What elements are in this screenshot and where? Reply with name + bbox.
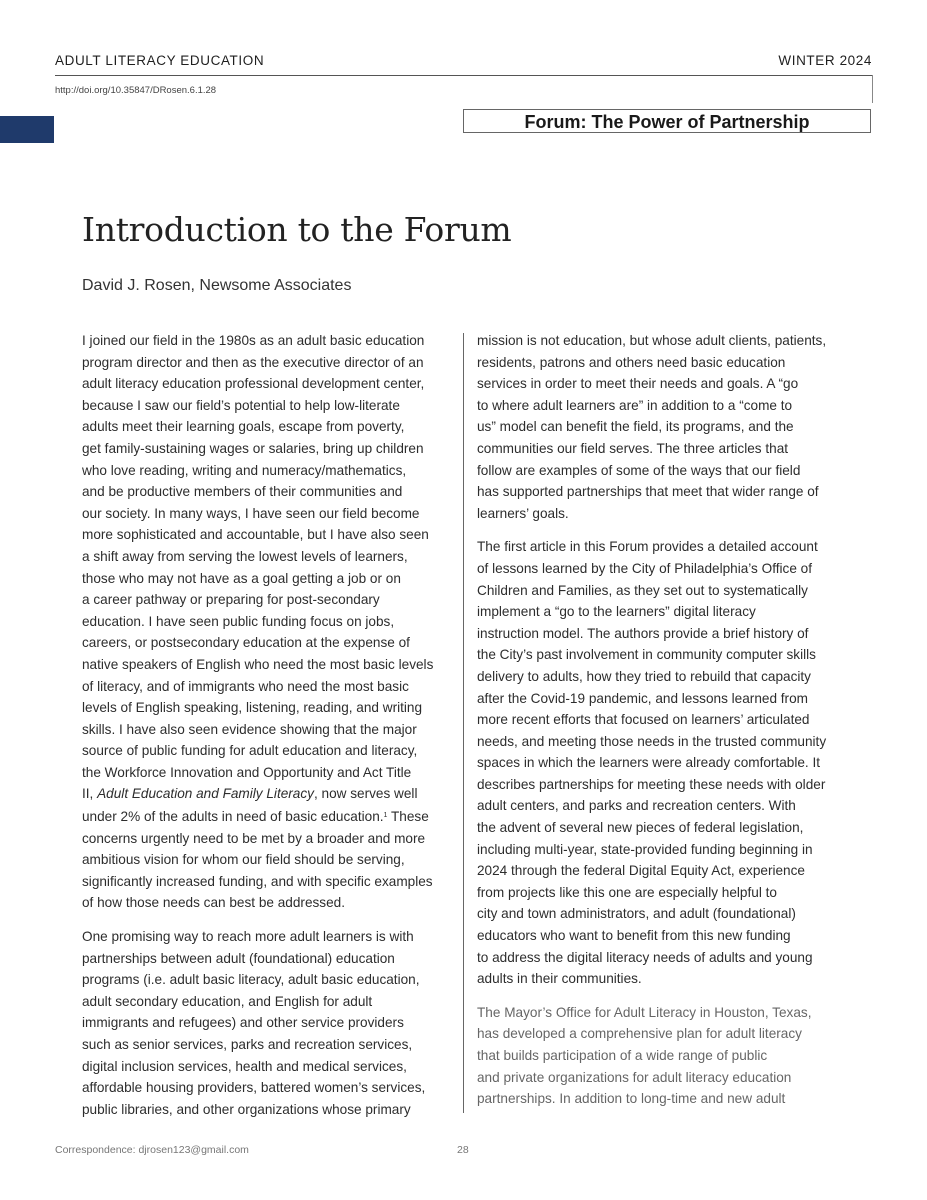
paragraph-line: implement a “go to the learners” digital literacy — [477, 604, 756, 620]
paragraph-line: needs, and meeting those needs in the trusted community — [477, 733, 827, 749]
paragraph-line: affordable housing providers, battered women’s services, — [82, 1080, 426, 1096]
paragraph-line: that builds participation of a wide range of public — [477, 1048, 768, 1063]
paragraph-line: digital inclusion services, health and medical services, — [82, 1058, 407, 1074]
article-title: Introduction to the Forum — [82, 210, 512, 249]
paragraph-line — [82, 783, 446, 805]
issue-label: WINTER 2024 — [778, 53, 872, 68]
paragraph-line: 2024 through the federal Digital Equity Act, experience — [477, 863, 805, 879]
paragraph-line: after the Covid-19 pandemic, and lessons learned from — [477, 690, 808, 706]
paragraph-line: residents, patrons and others need basic education — [477, 354, 786, 370]
paragraph-line: to address the digital literacy needs of adults and young — [477, 949, 813, 965]
paragraph-line: immigrants and refugees) and other service providers — [82, 1015, 404, 1031]
paragraph-line: learners’ goals. — [477, 505, 569, 521]
paragraph-line: a career pathway or preparing for post-secondary — [82, 592, 380, 608]
paragraph-line: services in order to meet their needs and goals. A “go — [477, 376, 799, 392]
paragraph-lines — [477, 330, 847, 524]
left-paragraph-2 — [82, 926, 446, 1120]
doi-link[interactable]: http://doi.org/10.35847/DRosen.6.1.28 — [55, 85, 217, 96]
paragraph-line: education. I have seen public funding focus on jobs, — [82, 613, 395, 629]
text-run: II, — [82, 786, 98, 802]
paragraph-line: partnerships between adult (foundational) education — [82, 950, 395, 966]
left-column — [82, 330, 446, 1132]
right-paragraph-3 — [477, 1002, 847, 1110]
accent-bar — [0, 116, 54, 143]
paragraph-line: concerns urgently need to be met by a broader and more — [82, 830, 426, 846]
paragraph-line: because I saw our field’s potential to help low-literate — [82, 397, 400, 413]
paragraph-line: The Mayor’s Office for Adult Literacy in Houston, Texas, — [477, 1004, 812, 1020]
paragraph-line: The first article in this Forum provides a detailed account — [477, 539, 818, 555]
paragraph-line: more recent efforts that focused on learners’ articulated — [477, 712, 810, 728]
paragraph-line: adult literacy education professional development center, — [82, 376, 425, 392]
paragraph-line: skills. I have also seen evidence showing that the major — [82, 721, 417, 737]
paragraph-line: and be productive members of their communities and — [82, 484, 403, 500]
paragraph-line: programs (i.e. adult basic literacy, adult basic education, — [82, 972, 420, 988]
paragraph-line: partnerships. In addition to long-time and new adult — [477, 1091, 786, 1107]
paragraph-line: adult secondary education, and English for adult — [82, 993, 373, 1009]
journal-name: ADULT LITERACY EDUCATION — [55, 53, 265, 68]
paragraph-line — [82, 805, 446, 828]
paragraph-line: and private organizations for adult literacy education — [477, 1069, 792, 1085]
paragraph-line: from projects like this one are especially helpful to — [477, 884, 777, 900]
paragraph-line: more sophisticated and accountable, but I have also seen — [82, 527, 429, 543]
paragraph-line: levels of English speaking, listening, reading, and writing — [82, 700, 423, 716]
paragraph-lines — [477, 1002, 847, 1110]
paragraph-line: spaces in which the learners were already comfortable. It — [477, 755, 821, 771]
left-paragraph-1 — [82, 330, 446, 914]
text-run: , now serves well — [313, 786, 418, 802]
paragraph-line: native speakers of English who need the most basic levels — [82, 656, 434, 672]
paragraph-line: communities our field serves. The three articles that — [477, 440, 789, 456]
paragraph-line: of lessons learned by the City of Philadelphia’s Office of — [477, 560, 813, 576]
paragraph-line: us” model can benefit the field, its programs, and the — [477, 419, 794, 435]
paragraph-line: adults meet their learning goals, escape from poverty, — [82, 419, 405, 435]
paragraph-lines — [82, 828, 446, 914]
paragraph-line: describes partnerships for meeting these needs with older — [477, 776, 826, 792]
right-paragraph-1 — [477, 330, 847, 524]
paragraph-lines — [82, 330, 446, 783]
paragraph-line: our society. In many ways, I have seen our field become — [82, 505, 420, 521]
paragraph-line: public libraries, and other organizations whose primary — [82, 1101, 411, 1117]
paragraph-line: One promising way to reach more adult learners is with — [82, 929, 414, 945]
paragraph-line: those who may not have as a goal getting a job or on — [82, 570, 401, 586]
act-title-italic: Adult Education and Family Literacy — [97, 786, 314, 802]
paragraph-line: the City’s past involvement in community computer skills — [477, 647, 816, 663]
paragraph-line: delivery to adults, how they tried to rebuild that capacity — [477, 668, 811, 684]
paragraph-line: adults in their communities. — [477, 971, 642, 987]
paragraph-line: careers, or postsecondary education at the expense of — [82, 635, 410, 651]
paragraph-line: follow are examples of some of the ways that our field — [477, 462, 801, 478]
correspondence-email[interactable]: Correspondence: djrosen123@gmail.com — [55, 1144, 249, 1156]
header-rule — [55, 75, 872, 76]
paragraph-line: program director and then as the executive director of an — [82, 354, 424, 370]
right-column — [477, 330, 847, 1122]
paragraph-lines — [477, 536, 847, 989]
paragraph-line: a shift away from serving the lowest levels of learners, — [82, 548, 408, 564]
right-paragraph-2 — [477, 536, 847, 989]
paragraph-line: city and town administrators, and adult (foundational) — [477, 906, 796, 922]
paragraph-line: educators who want to benefit from this new funding — [477, 928, 791, 944]
paragraph-line: has supported partnerships that meet that wider range of — [477, 484, 819, 500]
text-run: These — [387, 809, 429, 825]
paragraph-line: including multi-year, state-provided funding beginning in — [477, 841, 813, 857]
paragraph-line: has developed a comprehensive plan for adult literacy — [477, 1026, 802, 1042]
paragraph-lines — [82, 926, 446, 1120]
footnote-marker[interactable]: 1 — [383, 812, 388, 820]
text-run: under 2% of the adults in need of basic education. — [82, 809, 384, 825]
paragraph-line: instruction model. The authors provide a brief history of — [477, 625, 809, 641]
paragraph-line: ambitious vision for whom our field should be serving, — [82, 852, 405, 868]
paragraph-line: of how those needs can best be addressed. — [82, 895, 345, 911]
paragraph-line: adult centers, and parks and recreation centers. With — [477, 798, 796, 814]
paragraph-line: get family-sustaining wages or salaries, bring up children — [82, 440, 424, 456]
section-label: Forum: The Power of Partnership — [463, 109, 871, 133]
paragraph-line: mission is not education, but whose adult clients, patients, — [477, 333, 827, 348]
paragraph-line: source of public funding for adult education and literacy, — [82, 743, 418, 759]
paragraph-line: significantly increased funding, and with specific examples — [82, 873, 433, 889]
paragraph-line: Children and Families, as they set out to systematically — [477, 582, 808, 598]
paragraph-line: to where adult learners are” in addition to a “come to — [477, 397, 793, 413]
page-number: 28 — [457, 1144, 469, 1156]
paragraph-line: I joined our field in the 1980s as an adult basic education — [82, 333, 425, 348]
paragraph-line: the advent of several new pieces of federal legislation, — [477, 820, 804, 836]
paragraph-line: such as senior services, parks and recreation services, — [82, 1037, 413, 1052]
paragraph-line: the Workforce Innovation and Opportunity and Act Title — [82, 764, 412, 780]
column-divider — [463, 333, 464, 1113]
paragraph-line: of literacy, and of immigrants who need the most basic — [82, 678, 409, 694]
paragraph-line: who love reading, writing and numeracy/mathematics, — [82, 462, 407, 478]
header-side-rule — [872, 75, 873, 103]
article-author: David J. Rosen, Newsome Associates — [82, 277, 352, 294]
